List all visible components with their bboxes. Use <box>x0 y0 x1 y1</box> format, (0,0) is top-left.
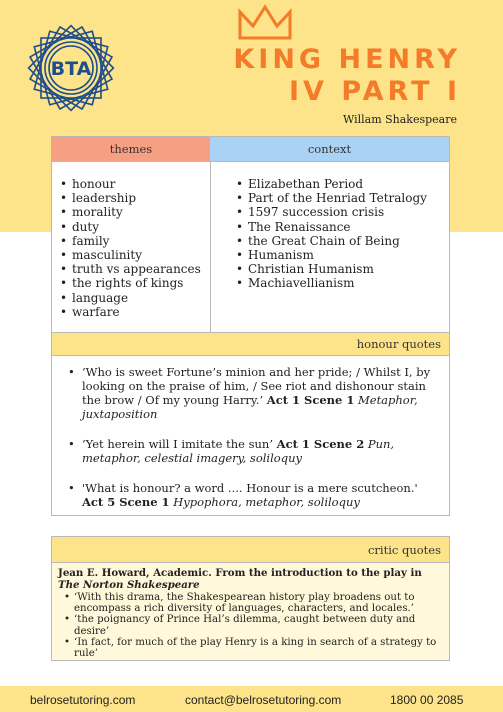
quote-reference: Act 5 Scene 1 <box>82 495 170 509</box>
quote-text: 'What is honour? a word .... Honour is a mere scutcheon.' <box>82 481 418 495</box>
list-item: • language <box>54 291 208 305</box>
quote-item <box>64 437 439 465</box>
list-item: • The Renaissance <box>230 220 440 234</box>
bta-logo <box>17 14 125 122</box>
email-link[interactable]: contact@belrosetutoring.com <box>185 693 342 707</box>
list-item: • family <box>54 234 208 248</box>
context-header: context <box>210 137 449 161</box>
quote-technique: Pun, metaphor, celestial imagery, soliloquy <box>82 437 395 465</box>
title-line-1: KING HENRY <box>233 44 461 75</box>
list-item: • truth vs appearances <box>54 262 208 276</box>
title-line-2: IV PART I <box>289 76 461 107</box>
critic-intro-text: Jean E. Howard, Academic. From the introduction to the play in <box>58 567 422 579</box>
honour-quotes-list <box>64 365 439 525</box>
list-item: • morality <box>54 205 208 219</box>
quote-text: ‘Yet herein will I imitate the sun’ <box>82 437 277 451</box>
list-item: • the rights of kings <box>54 276 208 290</box>
logo-text: BTA <box>50 58 92 80</box>
list-item: • masculinity <box>54 248 208 262</box>
critic-quotes-header <box>52 537 449 563</box>
crown-icon <box>236 4 294 46</box>
list-item: • 1597 succession crisis <box>230 205 440 219</box>
list-item: • the Great Chain of Being <box>230 234 440 248</box>
list-item: • ‘In fact, for much of the play Henry is a king in search of a strategy to rule’ <box>58 637 443 659</box>
themes-list <box>54 177 208 319</box>
quote-reference: Act 1 Scene 1 <box>266 393 355 407</box>
list-item: • duty <box>54 220 208 234</box>
critic-intro <box>58 568 443 591</box>
context-list <box>230 177 440 291</box>
honour-quotes-header <box>52 332 449 356</box>
quote-reference: Act 1 Scene 2 <box>276 437 365 451</box>
website-link[interactable]: belrosetutoring.com <box>30 693 136 707</box>
list-item: • Christian Humanism <box>230 262 440 276</box>
list-item: • Elizabethan Period <box>230 177 440 191</box>
list-item: • Machiavellianism <box>230 276 440 290</box>
quote-text: ‘Who is sweet Fortune’s minion and her pride; / Whilst I, by looking on the praise of him, / See riot and dishonour stain the brow / Of my young Harry.’ <box>82 365 431 407</box>
themes-header: themes <box>52 137 210 161</box>
list-item: • Part of the Henriad Tetralogy <box>230 191 440 205</box>
honour-quotes-heading: honour quotes <box>356 337 441 351</box>
quote-item <box>64 365 439 421</box>
quote-technique: Hypophora, metaphor, soliloquy <box>173 495 360 509</box>
page-title <box>233 44 461 108</box>
list-item: • leadership <box>54 191 208 205</box>
list-item: • Humanism <box>230 248 440 262</box>
quote-technique: Metaphor, juxtaposition <box>82 393 418 421</box>
header-divider <box>52 161 449 162</box>
footer <box>0 686 503 712</box>
critic-quotes-box <box>51 536 450 661</box>
critic-quotes-list <box>58 592 443 659</box>
author-name: Willam Shakespeare <box>342 113 457 126</box>
themes-context-quotes-box <box>51 136 450 516</box>
critic-book-title: The Norton Shakespeare <box>58 578 200 591</box>
list-item: • ‘With this drama, the Shakespearean history play broadens out to encompass a rich diversity of languages, characters, and locales.’ <box>58 592 443 614</box>
quote-item <box>64 481 439 509</box>
list-item: • warfare <box>54 305 208 319</box>
column-divider <box>210 161 211 332</box>
critic-quotes-heading: critic quotes <box>367 543 441 557</box>
list-item: • honour <box>54 177 208 191</box>
phone-number[interactable]: 1800 00 2085 <box>390 693 464 707</box>
list-item: • ‘the poignancy of Prince Hal’s dilemma, caught between duty and desire’ <box>58 614 443 636</box>
